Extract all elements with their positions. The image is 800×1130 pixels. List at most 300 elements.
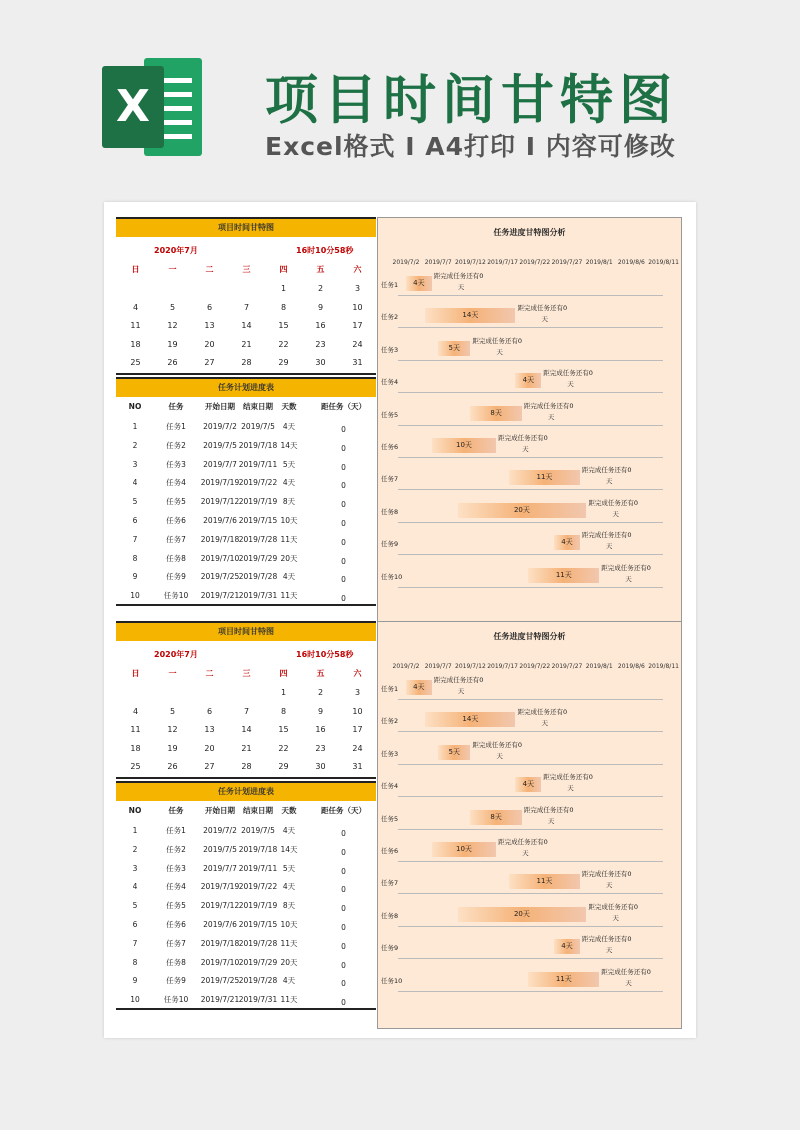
gantt-row-divider: [398, 991, 663, 992]
time-label: 16时10分58秒: [296, 246, 354, 255]
gantt-bar: 5天: [438, 341, 470, 356]
gantt-row-divider: [398, 861, 663, 862]
table-cell: 0: [341, 998, 346, 1008]
gantt-note-line1: 距完成任务还有0: [523, 805, 574, 814]
gantt-task-label: 任务5: [381, 410, 399, 419]
table-title-bar: 任务计划进度表: [116, 781, 376, 801]
gantt-row-divider: [398, 764, 663, 765]
table-cell: 4天: [282, 882, 296, 892]
table-cell: 任务8: [166, 553, 186, 563]
calendar-day: 27: [204, 358, 215, 367]
table-cell: 2019/7/19: [238, 497, 278, 507]
gantt-note-line1: 距完成任务还有0: [581, 935, 632, 944]
gantt-note-line2: 天: [457, 283, 465, 291]
table-cell: 2019/7/11: [238, 459, 278, 469]
gantt-note-line1: 距完成任务还有0: [588, 902, 638, 911]
table-cell: 2019/7/31: [238, 591, 278, 601]
title-bar: 项目时间甘特图: [116, 621, 376, 641]
calendar-day: 5: [169, 302, 176, 312]
gantt-row-divider: [398, 522, 663, 523]
calendar-day: 26: [167, 762, 178, 771]
weekday-cell: 二: [205, 265, 214, 274]
gantt-note-line1: 距完成任务还有0: [498, 838, 548, 846]
column-header: 开始日期: [205, 402, 235, 411]
gantt-title: 任务进度甘特图分析: [493, 228, 566, 237]
table-cell: 2: [132, 440, 138, 450]
gantt-task-label: 任务7: [381, 475, 399, 484]
table-cell: 0: [341, 847, 346, 857]
weekday-cell: 六: [353, 669, 362, 678]
calendar-day: 19: [167, 743, 178, 753]
left-panel: [116, 217, 376, 625]
gantt-row-divider: [398, 926, 663, 927]
gantt-row-divider: [398, 587, 663, 588]
calendar-day: 18: [130, 743, 141, 753]
table-cell: 9: [132, 572, 138, 582]
gantt-note-line1: 距完成任务还有0: [581, 870, 632, 879]
calendar-week: [116, 335, 376, 354]
table-row: [116, 896, 376, 915]
table-cell: 2019/7/7: [203, 459, 237, 469]
table-cell: 4天: [282, 478, 296, 488]
gantt-date-tick: 2019/8/11: [648, 663, 679, 670]
gantt-row-divider: [398, 295, 663, 296]
calendar-day: 19: [167, 339, 178, 349]
calendar-day: 12: [167, 725, 178, 734]
table-cell: 任务2: [166, 440, 186, 450]
gantt-date-tick: 2019/8/11: [648, 259, 679, 266]
gantt-task-label: 任务10: [381, 572, 403, 581]
table-cell: 5天: [282, 863, 296, 873]
table-header: [116, 397, 376, 416]
column-header: 天数: [281, 402, 297, 411]
gantt-task-label: 任务6: [381, 847, 399, 855]
gantt-date-tick: 2019/7/2: [392, 663, 420, 670]
weekday-cell: 六: [353, 265, 362, 274]
gantt-note-line1: 距完成任务还有0: [543, 369, 593, 378]
divider: [116, 604, 376, 606]
calendar-week: [116, 316, 376, 335]
gantt-note-line2: 天: [547, 412, 555, 421]
table-cell: 10: [130, 995, 140, 1005]
weekday-row: [116, 664, 376, 683]
sheet-block-2: [116, 621, 681, 1029]
calendar-day: 2: [317, 688, 324, 697]
gantt-note-line1: 距完成任务还有0: [523, 401, 574, 410]
gantt-bar: 4天: [554, 535, 580, 550]
column-header: 开始日期: [205, 806, 235, 815]
calendar-day: 14: [241, 725, 252, 734]
table-row: [116, 971, 376, 990]
gantt-date-tick: 2019/7/17: [487, 663, 518, 670]
gantt-note: [434, 675, 484, 697]
table-cell: 2019/7/18: [200, 938, 240, 948]
page-title: 项目时间甘特图: [265, 70, 678, 131]
gantt-note-line1: 距完成任务还有0: [601, 563, 651, 572]
table-cell: 2019/7/12: [200, 901, 240, 911]
table-header: [116, 801, 376, 820]
table-row: [116, 877, 376, 896]
table-row: [116, 473, 376, 492]
table-cell: 2019/7/28: [238, 976, 278, 986]
gantt-row-divider: [398, 554, 663, 555]
calendar-week: [116, 298, 376, 317]
calendar-week: [116, 702, 376, 721]
title-bar: 项目时间甘特图: [116, 217, 376, 237]
gantt-date-tick: 2019/7/22: [519, 259, 551, 266]
calendar-day: 31: [352, 762, 363, 771]
calendar-week: [116, 279, 376, 298]
gantt-note-line2: 天: [496, 347, 503, 356]
weekday-row: [116, 260, 376, 279]
table-cell: 0: [341, 829, 346, 838]
table-cell: 2019/7/18: [238, 440, 278, 450]
table-cell: 任务6: [166, 516, 186, 525]
weekday-cell: 五: [316, 265, 325, 274]
gantt-task-label: 任务1: [381, 281, 399, 289]
gantt-note: [543, 368, 593, 390]
table-row: [116, 859, 376, 878]
gantt-note-line2: 天: [457, 687, 465, 695]
gantt-note: [582, 869, 632, 891]
calendar-day: 23: [315, 339, 326, 349]
table-cell: 4天: [282, 422, 296, 431]
gantt-task-label: 任务7: [381, 879, 399, 888]
calendar-day: 22: [278, 743, 289, 753]
calendar-day: 6: [206, 706, 213, 716]
calendar-day: 8: [280, 302, 287, 312]
gantt-note-line2: 天: [522, 849, 529, 857]
table-cell: 2019/7/21: [200, 995, 240, 1005]
weekday-cell: 日: [131, 669, 140, 678]
table-cell: 14天: [280, 440, 298, 450]
calendar-week: [116, 739, 376, 758]
table-cell: 11天: [280, 591, 298, 601]
table-cell: 11天: [280, 995, 298, 1005]
gantt-bar: 10天: [432, 438, 496, 453]
gantt-row-divider: [398, 796, 663, 797]
weekday-cell: 四: [279, 669, 288, 678]
gantt-row-divider: [398, 731, 663, 732]
document-page: [104, 202, 696, 1038]
gantt-bar: 4天: [515, 373, 541, 388]
calendar-week: [116, 353, 376, 372]
calendar-day: 11: [130, 725, 141, 734]
gantt-task-label: 任务2: [381, 313, 399, 322]
table-cell: 2019/7/25: [200, 976, 240, 986]
calendar-day: 14: [241, 321, 252, 330]
calendar-week: [116, 757, 376, 776]
gantt-note-line2: 天: [605, 946, 613, 955]
gantt-note-line1: 距完成任务还有0: [472, 740, 523, 749]
gantt-task-label: 任务3: [381, 749, 399, 758]
table-cell: 6: [132, 920, 138, 929]
table-cell: 0: [341, 537, 346, 547]
gantt-bar: 11天: [528, 568, 599, 583]
gantt-note-line2: 天: [625, 978, 632, 987]
table-cell: 任务1: [166, 422, 186, 431]
table-cell: 4天: [282, 976, 296, 986]
table-cell: 20天: [280, 553, 298, 563]
gantt-row-divider: [398, 829, 663, 830]
table-cell: 任务2: [166, 844, 186, 854]
calendar-day: 16: [315, 321, 326, 330]
table-cell: 任务6: [166, 920, 186, 929]
gantt-bar: 11天: [509, 470, 580, 485]
gantt-date-tick: 2019/7/12: [455, 663, 486, 670]
calendar-day: 26: [167, 358, 178, 367]
table-cell: 7: [132, 534, 138, 544]
table-cell: 2019/7/22: [238, 478, 278, 488]
gantt-task-label: 任务3: [381, 345, 399, 354]
month-label: 2020年7月: [154, 246, 198, 255]
table-cell: 任务4: [166, 882, 186, 892]
calendar-day: 27: [204, 762, 215, 771]
column-header: 结束日期: [243, 402, 273, 411]
gantt-row-divider: [398, 425, 663, 426]
gantt-task-label: 任务4: [381, 378, 399, 387]
calendar-day: 15: [278, 725, 289, 734]
gantt-date-tick: 2019/8/1: [585, 663, 613, 670]
gantt-bar: 4天: [406, 680, 432, 695]
excel-logo-icon: X: [102, 58, 202, 156]
table-cell: 5: [132, 901, 138, 911]
table-cell: 5天: [282, 459, 296, 469]
gantt-bar: 4天: [554, 939, 580, 954]
table-cell: 11天: [280, 534, 298, 544]
table-cell: 1: [132, 826, 138, 835]
table-cell: 任务3: [166, 863, 186, 873]
gantt-note: [517, 707, 567, 729]
calendar-day: 21: [241, 743, 252, 753]
gantt-row-divider: [398, 893, 663, 894]
gantt-note-line2: 天: [612, 509, 619, 518]
table-cell: 任务5: [166, 901, 186, 911]
calendar-day: 3: [354, 688, 361, 697]
gantt-note-line2: 天: [625, 574, 632, 583]
gantt-task-label: 任务8: [381, 507, 399, 516]
month-label: 2020年7月: [154, 650, 198, 659]
gantt-note-line1: 距完成任务还有0: [581, 531, 632, 540]
gantt-row-divider: [398, 958, 663, 959]
table-cell: 0: [341, 904, 346, 914]
table-cell: 4: [132, 478, 138, 488]
gantt-bar: 14天: [425, 712, 515, 727]
gantt-task-label: 任务2: [381, 717, 399, 726]
gantt-task-label: 任务1: [381, 685, 399, 693]
calendar-day: 17: [352, 725, 363, 734]
gantt-note: [524, 805, 574, 827]
table-row: [116, 511, 376, 530]
table-cell: 2019/7/29: [238, 957, 278, 967]
gantt-note: [582, 530, 632, 552]
gantt-date-tick: 2019/7/12: [455, 259, 486, 266]
gantt-task-label: 任务9: [381, 944, 399, 953]
gantt-note-line2: 天: [541, 719, 548, 728]
gantt-row-divider: [398, 392, 663, 393]
gantt-date-tick: 2019/8/1: [585, 259, 613, 266]
table-cell: 0: [341, 500, 346, 510]
gantt-task-label: 任务6: [381, 443, 399, 451]
table-row: [116, 840, 376, 859]
column-header: NO: [128, 402, 142, 411]
calendar-week: [116, 683, 376, 702]
table-cell: 11天: [280, 938, 298, 948]
table-cell: 0: [341, 481, 346, 491]
calendar-day: 29: [278, 358, 289, 367]
gantt-panel: [377, 621, 682, 1029]
calendar-day: 9: [317, 706, 324, 716]
gantt-bar: 20天: [458, 503, 587, 518]
column-header: 任务: [168, 806, 184, 815]
calendar-day: 13: [204, 725, 215, 734]
gantt-note: [498, 433, 548, 455]
table-cell: 2019/7/21: [200, 591, 240, 601]
gantt-note-line2: 天: [547, 816, 555, 825]
table-cell: 2019/7/19: [200, 478, 240, 488]
column-header: 结束日期: [243, 806, 273, 815]
gantt-note: [498, 837, 548, 859]
table-cell: 0: [341, 979, 346, 989]
gantt-note-line1: 距完成任务还有0: [472, 336, 523, 345]
table-cell: 任务9: [166, 976, 186, 986]
calendar-day: 18: [130, 339, 141, 349]
table-cell: 2019/7/28: [238, 534, 278, 544]
calendar-day: 28: [241, 358, 252, 367]
gantt-note: [472, 740, 522, 762]
weekday-cell: 一: [168, 669, 177, 678]
table-cell: 2019/7/28: [238, 938, 278, 948]
gantt-bar: 10天: [432, 842, 496, 857]
table-cell: 0: [341, 594, 346, 604]
gantt-note-line1: 距完成任务还有0: [581, 466, 632, 475]
table-title-bar: 任务计划进度表: [116, 377, 376, 397]
table-cell: 任务7: [166, 938, 186, 948]
calendar-day: 20: [204, 743, 215, 753]
gantt-note-line2: 天: [612, 913, 619, 922]
gantt-date-tick: 2019/7/7: [424, 259, 452, 266]
time-label: 16时10分58秒: [296, 650, 354, 659]
table-cell: 6: [132, 516, 138, 525]
calendar-day: 6: [206, 302, 213, 312]
gantt-bar: 11天: [528, 972, 599, 987]
calendar-day: 12: [167, 321, 178, 330]
gantt-date-tick: 2019/8/6: [617, 663, 645, 670]
gantt-note-line1: 距完成任务还有0: [433, 272, 484, 280]
table-cell: 任务10: [163, 995, 189, 1005]
table-cell: 2019/7/5: [241, 422, 275, 431]
weekday-cell: 二: [205, 669, 214, 678]
table-cell: 0: [341, 462, 346, 472]
gantt-note: [517, 303, 567, 325]
gantt-note-line2: 天: [567, 784, 574, 793]
calendar-day: 25: [130, 762, 141, 771]
gantt-date-tick: 2019/8/6: [617, 259, 645, 266]
table-cell: 2019/7/5: [203, 440, 237, 450]
table-row: [116, 436, 376, 455]
table-cell: 8天: [282, 901, 296, 911]
gantt-note-line1: 距完成任务还有0: [543, 773, 593, 782]
table-cell: 20天: [280, 957, 298, 967]
table-cell: 2019/7/15: [238, 516, 278, 525]
table-cell: 9: [132, 976, 138, 986]
gantt-note: [588, 902, 638, 924]
table-cell: 2019/7/19: [200, 882, 240, 892]
table-cell: 8: [132, 957, 138, 967]
weekday-cell: 一: [168, 265, 177, 274]
gantt-task-label: 任务9: [381, 540, 399, 549]
gantt-note-line1: 距完成任务还有0: [517, 304, 568, 313]
table-cell: 8: [132, 553, 138, 563]
gantt-row-divider: [398, 489, 663, 490]
gantt-date-tick: 2019/7/17: [487, 259, 518, 266]
table-cell: 2019/7/10: [200, 553, 240, 563]
gantt-bar: 8天: [470, 810, 522, 825]
gantt-note-line1: 距完成任务还有0: [433, 676, 484, 684]
weekday-cell: 三: [242, 669, 251, 678]
table-cell: 2019/7/31: [238, 995, 278, 1005]
calendar-day: 15: [278, 321, 289, 330]
calendar-day: 22: [278, 339, 289, 349]
calendar-day: 30: [315, 358, 326, 367]
table-cell: 2019/7/10: [200, 957, 240, 967]
table-row: [116, 953, 376, 972]
table-row: [116, 934, 376, 953]
table-cell: 2019/7/11: [238, 863, 278, 873]
table-cell: 14天: [280, 844, 298, 854]
calendar-day: 9: [317, 302, 324, 312]
calendar-day: 16: [315, 725, 326, 734]
calendar-day: 10: [352, 706, 363, 716]
table-row: [116, 567, 376, 586]
left-panel: [116, 621, 376, 1029]
calendar-day: 28: [241, 762, 252, 771]
calendar-day: 4: [132, 706, 139, 716]
table-cell: 任务7: [166, 534, 186, 544]
table-row: [116, 549, 376, 568]
page-subtitle: Excel格式 I A4打印 I 内容可修改: [265, 132, 676, 161]
column-header: NO: [128, 806, 142, 815]
table-cell: 4: [132, 882, 138, 892]
gantt-task-label: 任务10: [381, 976, 403, 985]
table-cell: 2019/7/29: [238, 553, 278, 563]
calendar-day: 11: [130, 321, 141, 330]
column-header: 天数: [281, 806, 297, 815]
table-cell: 0: [341, 941, 346, 951]
table-row: [116, 455, 376, 474]
table-row: [116, 915, 376, 934]
table-cell: 10天: [280, 516, 298, 525]
table-cell: 2019/7/28: [238, 572, 278, 582]
calendar-day: 4: [132, 302, 139, 312]
table-row: [116, 990, 376, 1009]
column-header: 任务: [168, 402, 184, 411]
table-cell: 0: [341, 425, 346, 434]
table-cell: 任务10: [163, 591, 189, 601]
gantt-note-line2: 天: [567, 380, 574, 389]
calendar-day: 24: [352, 743, 363, 753]
gantt-note: [472, 336, 522, 358]
table-cell: 任务8: [166, 957, 186, 967]
calendar-day: 24: [352, 339, 363, 349]
gantt-bar: 20天: [458, 907, 587, 922]
gantt-note-line2: 天: [605, 881, 613, 890]
weekday-cell: 三: [242, 265, 251, 274]
gantt-note: [588, 498, 638, 520]
gantt-date-tick: 2019/7/27: [551, 259, 583, 266]
gantt-bar: 5天: [438, 745, 470, 760]
table-cell: 10天: [280, 920, 298, 929]
